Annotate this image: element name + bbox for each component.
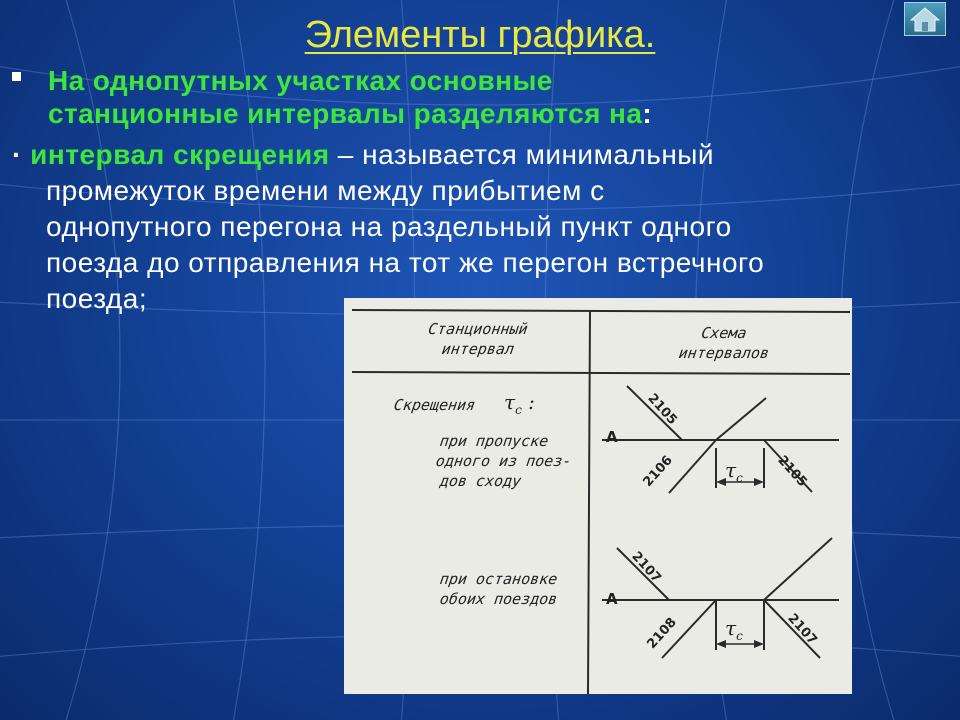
train-2105-lower: 2105 xyxy=(774,453,810,490)
bullet-main xyxy=(12,64,892,130)
definition-line-5: поезда; xyxy=(46,283,148,314)
row-tau-sub: с xyxy=(515,403,522,417)
definition-line-2: промежуток времени между прибытием с xyxy=(46,175,605,206)
tau-upper xyxy=(725,458,743,485)
tau-lower-sub: с xyxy=(736,629,743,643)
bullet-colon: : xyxy=(642,98,653,129)
bullet-square-icon xyxy=(12,72,21,81)
case1-line-3: дов сходу xyxy=(438,472,523,490)
header-left-line-1: Станционный xyxy=(427,320,529,338)
scan-figure xyxy=(344,298,852,694)
tau-lower xyxy=(725,616,743,643)
case2-line-2: обоих поездов xyxy=(438,590,559,608)
row-tau-colon: : xyxy=(528,390,535,414)
definition-marker: · xyxy=(12,139,22,170)
definition-line-1 xyxy=(12,137,952,173)
definition-term: интервал скрещения xyxy=(30,139,330,170)
train-2106: 2106 xyxy=(640,453,676,490)
station-label-upper: А xyxy=(606,428,618,446)
bullet-line-2 xyxy=(48,97,892,130)
definition-line-1-rest: – называется минимальный xyxy=(329,139,715,170)
header-left-line-2: интервал xyxy=(440,340,516,358)
home-icon xyxy=(905,3,945,35)
bullet-line-2-text: станционные интервалы разделяются на xyxy=(48,98,643,129)
home-button[interactable] xyxy=(904,2,946,36)
tau-upper-sub: с xyxy=(736,471,743,485)
train-2107-lower: 2107 xyxy=(784,611,820,648)
case1-line-2: одного из поез- xyxy=(434,452,573,470)
definition-paragraph xyxy=(12,137,952,317)
definition-line-3: однопутного перегона на раздельный пункт одного xyxy=(46,211,732,242)
header-right-line-2: интервалов xyxy=(677,344,771,362)
slide-title: Элементы графика. xyxy=(304,14,656,56)
train-2107-upper: 2107 xyxy=(628,549,664,586)
case2-line-1: при остановке xyxy=(438,570,559,588)
tau-lower-symbol: τ xyxy=(725,616,737,640)
row-tau: τ xyxy=(504,390,516,414)
definition-line-4: поезда до отправления на тот же перегон встречного xyxy=(46,247,765,278)
row-tau-symbol xyxy=(504,390,535,417)
case1-line-1: при пропуске xyxy=(438,432,550,450)
tau-upper-symbol: τ xyxy=(725,458,737,482)
train-2108: 2108 xyxy=(644,615,680,652)
bullet-line-1: На однопутных участках основные xyxy=(48,65,553,96)
bullet-text xyxy=(48,64,892,130)
row-title: Скрещения xyxy=(392,396,477,414)
train-2105-upper: 2105 xyxy=(644,391,680,428)
header-right-line-1: Схема xyxy=(700,324,748,342)
station-label-lower: А xyxy=(606,590,618,608)
